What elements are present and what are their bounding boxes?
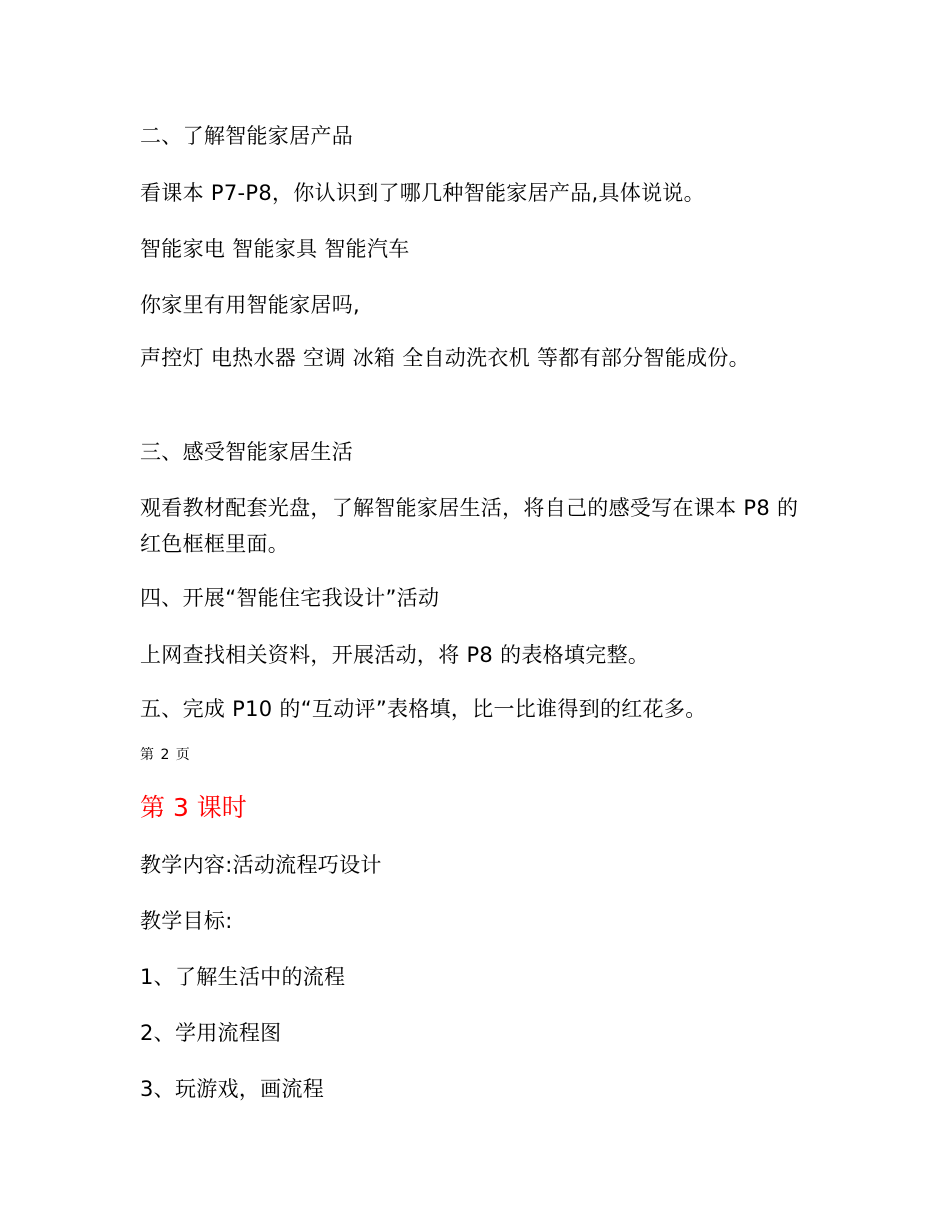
objectives-label: 教学目标: <box>140 909 233 933</box>
objective-item: 1、了解生活中的流程 <box>140 965 346 989</box>
section-5-heading: 五、完成 P10 的“互动评”表格填，比一比谁得到的红花多。 <box>140 697 707 721</box>
section-4-text: 上网查找相关资料，开展活动，将 P8 的表格填完整。 <box>140 643 650 667</box>
section-2-question: 你家里有用智能家居吗, <box>140 293 360 317</box>
lesson-title: 第 3 课时 <box>140 793 247 822</box>
section-4-heading: 四、开展“智能住宅我设计”活动 <box>140 586 440 610</box>
objective-item: 2、学用流程图 <box>140 1021 282 1045</box>
section-3-heading: 三、感受智能家居生活 <box>140 440 353 464</box>
section-2-heading: 二、了解智能家居产品 <box>140 124 353 148</box>
section-2-answer-detail: 声控灯 电热水器 空调 冰箱 全自动洗衣机 等都有部分智能成份。 <box>140 346 750 370</box>
section-2-prompt: 看课本 P7-P8，你认识到了哪几种智能家居产品,具体说说。 <box>140 181 705 205</box>
section-2-answer: 智能家电 智能家具 智能汽车 <box>140 237 410 261</box>
section-3-text: 观看教材配套光盘，了解智能家居生活，将自己的感受写在课本 P8 的红色框框里面。 <box>140 496 799 556</box>
page-number-footer: 第 2 页 <box>140 747 191 763</box>
objective-item: 3、玩游戏，画流程 <box>140 1077 325 1101</box>
lesson-content: 教学内容:活动流程巧设计 <box>140 853 382 877</box>
